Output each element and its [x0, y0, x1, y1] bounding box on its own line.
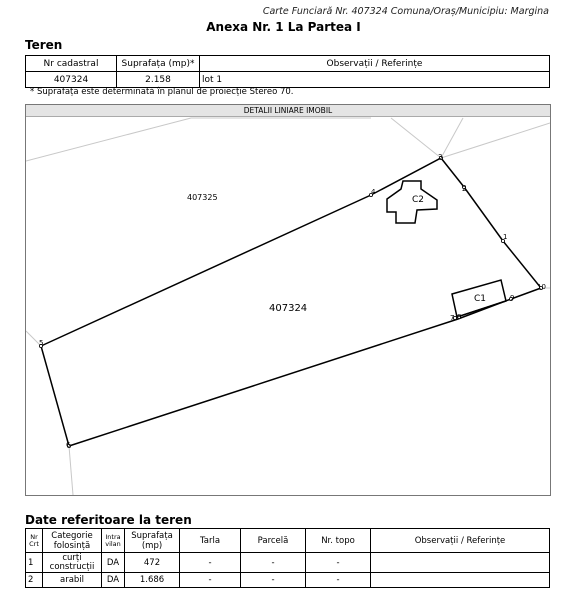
row-number: 2: [26, 573, 43, 588]
surface-note: * Suprafața este determinată în planul de proiecție Stereo 70.: [30, 87, 294, 97]
column-header: Tarla: [180, 529, 241, 553]
parcel-boundary: [41, 158, 541, 446]
topo-cell: -: [306, 573, 371, 588]
boundary-points: [39, 156, 542, 447]
tarla-cell: -: [180, 553, 241, 573]
plan-frame: [25, 104, 551, 496]
surface-cell: 1.686: [125, 573, 180, 588]
column-header: Suprafața (mp): [125, 529, 180, 553]
surface-cell: 472: [125, 553, 180, 573]
column-header: Suprafața (mp)*: [117, 56, 200, 72]
point-label-5: 5: [39, 339, 44, 347]
topo-cell: -: [306, 553, 371, 573]
parcela-cell: -: [241, 553, 306, 573]
document-reference: Carte Funciară Nr. 407324 Comuna/Oraș/Municipiu: Margina: [262, 6, 549, 17]
intravilan-cell: DA: [102, 573, 125, 588]
point-label-6: 6: [66, 441, 71, 449]
neighbor-boundary-line: [26, 118, 191, 161]
point-label-7: 7: [450, 314, 455, 322]
column-header: Observații / Referințe: [200, 56, 550, 72]
category-cell: arabil: [43, 573, 102, 588]
annex-title: Anexa Nr. 1 La Partea I: [206, 20, 361, 34]
parcel-label-neighbor: 407325: [187, 193, 218, 202]
land-row: [26, 573, 550, 588]
land-data-table: [25, 528, 550, 588]
surface-value: 2.158: [117, 72, 200, 88]
building-label-c1: C1: [474, 294, 487, 304]
teren-table: [25, 55, 550, 88]
parcel-label-main: 407324: [269, 303, 308, 314]
date-ref-title: Date referitoare la teren: [25, 513, 192, 527]
land-row: [26, 553, 550, 573]
point-label-2: 2: [462, 185, 467, 193]
column-header: Categorie folosință: [43, 529, 102, 553]
point-label-10: 10: [537, 283, 546, 291]
cadastral-plan: [26, 105, 550, 495]
category-cell: curți construcții: [43, 553, 102, 573]
column-header: Observații / Referințe: [371, 529, 550, 553]
column-header: Intra vilan: [102, 529, 125, 553]
teren-title: Teren: [25, 38, 63, 52]
observations-cell: [371, 573, 550, 588]
point-label-4: 4: [371, 188, 376, 196]
observations-value: lot 1: [200, 72, 550, 88]
parcela-cell: -: [241, 573, 306, 588]
row-number: 1: [26, 553, 43, 573]
teren-row: [26, 72, 550, 88]
tarla-cell: -: [180, 573, 241, 588]
observations-cell: [371, 553, 550, 573]
point-label-9: 9: [510, 294, 515, 302]
cadastral-number: 407324: [26, 72, 117, 88]
column-header: Nr. topo: [306, 529, 371, 553]
point-label-8: 8: [457, 313, 462, 321]
teren-header-row: [26, 56, 550, 72]
neighbor-boundary-line: [391, 118, 441, 158]
neighbor-boundary-line: [69, 446, 73, 495]
point-label-3: 3: [438, 153, 443, 161]
building-label-c2: C2: [412, 195, 425, 205]
plan-header: DETALII LINIARE IMOBIL: [26, 105, 550, 117]
column-header: Nr Crt: [26, 529, 43, 553]
land-header-row: [26, 529, 550, 553]
column-header: Parcelă: [241, 529, 306, 553]
intravilan-cell: DA: [102, 553, 125, 573]
column-header: Nr cadastral: [26, 56, 117, 72]
point-label-1: 1: [503, 233, 508, 241]
